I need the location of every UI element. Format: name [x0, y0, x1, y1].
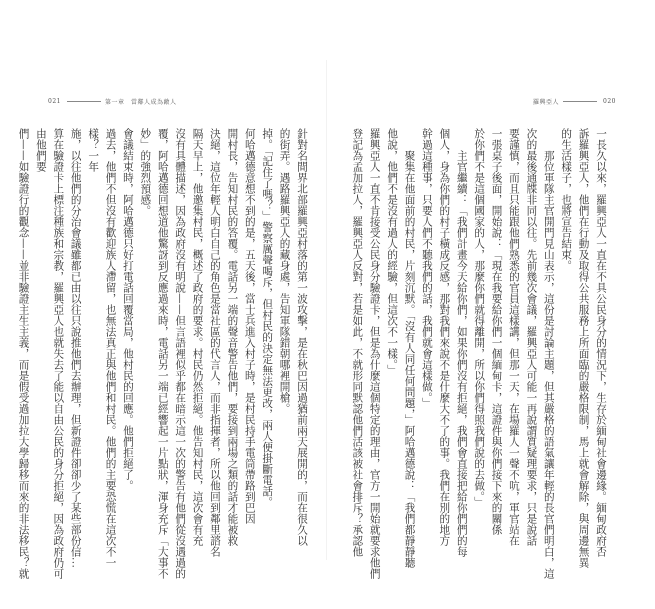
text-column: 開村長，告知村民的答覆。電話另一端的聲音警告他們，要接到兩場之類的話才能被救 — [226, 128, 239, 546]
left-page-header — [48, 97, 176, 106]
text-column: 要謹慎，而且只能跟他們熟悉的官員這樣講，但那一天，在場羅人一聲不吭，軍官站在 — [507, 128, 520, 546]
text-column: 覆，阿哈邁德回想道他驚訝到反應過來時，電話另一端已經響起一片點狀，渾身充斥「大事不妙」的強烈預感。 — [139, 128, 169, 579]
text-column: 一長久以來，羅興亞人一直在不具公民身分的情況下，生存於緬甸社會邊緣。緬甸政府否 — [595, 128, 607, 557]
text-column: 過去，他們不但沒有歡迎族人滯留，也無法真正與他們和村民。他們的主要恐慌在這次不一樣？一年 — [87, 128, 117, 568]
text-column: 何哈邁德意想不到的是，五天後，當士兵進入村子時，是村民持手電筒帶路到巴因 — [243, 128, 256, 524]
text-column: 聚集在他面前的村民，片刻沉默。「沒有人同任何問題，」阿哈邁德說：「我們都靜靜聽 — [403, 128, 416, 569]
right-page-header — [533, 97, 616, 106]
text-column: 掉。「記住了嗎？」警察厲聲喝斥，但村民的決定無法更改，兩人便掛斷電話。 — [261, 128, 274, 508]
text-column: 們——如驗證行的觀念——並非驗證主生主義，而是假受過加拉大學歸移而來的非法移民？就 — [17, 128, 30, 579]
text-column: 沒有具體描述，因為政府沒有明說——但言語裡似乎都在暗示這一次的警告有他們從沒遇過的 — [174, 128, 187, 579]
text-column: 決絕，這位年輕人明白自己的角色是當社區的代言人，而非指揮者，所以他回到鄰里諮名 — [208, 128, 221, 557]
right-page — [327, 0, 654, 609]
left-page — [0, 0, 327, 609]
right-page-body — [347, 128, 609, 580]
header-rule — [563, 101, 597, 102]
text-column: 個人，身為你們的村子橫成反感，那對我們來說不是什麼大不了的事。我們在別的地方 — [438, 128, 451, 546]
text-column: 的生活樣子，也將宣告結束。 — [560, 128, 573, 271]
text-column: 羅興亞人一直不肯接受公民身分驗證卡，但是為什麼這個特定的理由，官方一開始就要求他們 — [368, 128, 381, 579]
text-column: 於你們不是這個國家的人，那麼你們就得離開，所以你們得照我們說的去做。」 — [473, 128, 486, 508]
text-column: 會議結束時，阿哈邁德只好打電話回覆當局，他村民的回應。他們拒絕了。 — [121, 128, 134, 491]
text-column: 的街弄。遇路羅興亞人的藏身處，告知軍隊錯朝哪裡開槍。 — [278, 128, 291, 414]
text-column: 一張桌子後面，開始說：「現在我要給你們一個緬甸卡，這證件與你們接下來的關係 — [490, 128, 503, 535]
text-column: 隔天早上，他邀集村民，概述了政府的要求。村民仍然拒絕。他告知村民，這次會有充 — [191, 128, 204, 546]
text-column: 他說，他們不是沒有過人的經驗，但這次不一樣。」 — [386, 128, 399, 376]
text-column: 針對名間界北部羅興亞村落的第一波攻擊，是在秋巴因過猶前兩天展開的，而在很久以 — [296, 128, 308, 546]
text-column: 算在驗證卡上標注種族和宗教，羅興亞人也就失去了能以自由公民的身分拒絕，因為政府仍可由他們要 — [34, 128, 65, 579]
text-column: 訴羅興亞人，他們在行動及取得公共服務上所面臨的嚴格限制，馬上就會解除，與周邊無異 — [577, 128, 590, 568]
right-header-title: 羅興亞人 — [533, 99, 560, 106]
left-page-body — [17, 128, 310, 580]
right-page-number: 020 — [603, 98, 616, 105]
text-column: 那位軍隊主官開門見山表示，這份是討論主題，但其嚴格的語氣讓年輕的長官們明白，這 — [542, 128, 555, 579]
left-header-title: 第一章 當鄰人成為敵人 — [104, 99, 177, 106]
text-column: 幹過這種事，只要人們不聽我們的話，我們就會這樣做。」 — [420, 128, 433, 409]
text-column: 次的最後通牒非同以往。先前幾次會議，羅興亞人可能一再說謂質疑理要求，只是說話 — [525, 128, 538, 546]
header-rule — [67, 101, 101, 102]
left-page-number: 021 — [48, 98, 61, 105]
text-column: 施，以往他們的分治會議雖都已由以往只說推他們去辦理，但新證件卻卻少了某些部份信... — [69, 128, 82, 569]
text-column: 登記為孟加拉人，羅興亞人反對，若是如此，不就形同默認他們活該被社會排斥？承認他 — [351, 128, 364, 557]
text-column: 主官繼續：「我們計畫今天給你們，如果你們沒有拒絕，我們會直接把給你們們的每 — [455, 128, 468, 557]
